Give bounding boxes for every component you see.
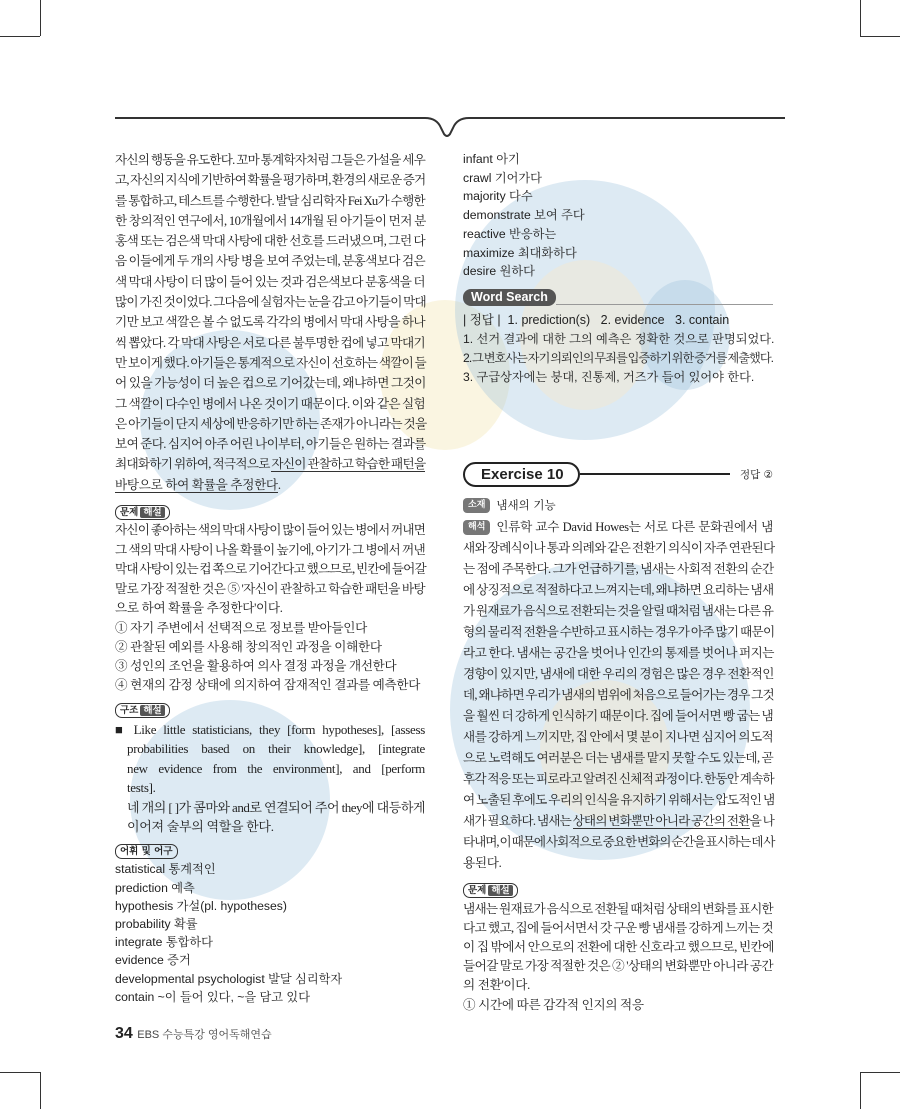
explanation-line: 막대 사탕이 있는 컵 쪽으로 기어간다고 했으므로, 빈칸에 들어갈 [115, 562, 426, 577]
translation-line: 인류학 교수 David Howes는 서로 다른 문화권에서 냄 [496, 519, 773, 534]
structure-line: ■ Like little statisticians, they [form hypotheses], [assess [115, 722, 425, 738]
translation-line: 가 원재료가 음식으로 전환되는 것을 알릴 때처럼 냄새는 다른 유 [463, 603, 774, 618]
translation-line: 에 상징적으로 적절하다고 느껴지는데, 왜냐하면 요리하는 냄새 [463, 582, 774, 597]
answer: 2. evidence [600, 312, 665, 327]
translation-line: 라고 한다. 냄새는 공간을 벗어나 인간의 통제를 벗어나 퍼지는 [463, 645, 774, 660]
translation-line [463, 811, 773, 832]
passage-line: 많이 가진 것이었다. 그다음에 실험자는 눈을 감고 아기들이 막대 [115, 295, 426, 310]
passage-line: 은 아기들이 단지 세상에 반응하기만 하는 존재가 아니라는 것을 [115, 416, 427, 431]
translation-line: 새와 장례식이나 통과 의례와 같은 전환기 의식이 자주 연관된다 [463, 540, 775, 555]
right-column [463, 150, 773, 1015]
explanation-line: 자신이 좋아하는 색의 막대 사탕이 많이 들어 있는 병에서 꺼내면 [115, 523, 426, 538]
explanation-line: 그 색의 막대 사탕이 나올 확률이 높기에, 아기가 그 병에서 꺼낸 [115, 542, 425, 557]
translation-line: 여 노출된 후에도 우리의 인식을 유지하기 위해서는 압도적인 냄 [463, 792, 775, 807]
topic-tag: 소재 [463, 498, 490, 513]
page-footer [115, 1024, 425, 1045]
vocab-item: infant 아기 [463, 152, 520, 166]
passage-line [115, 454, 425, 474]
crop-mark [0, 1072, 40, 1073]
vocab-item: probability 확률 [115, 917, 198, 932]
answer: 1. prediction(s) [507, 312, 591, 327]
exercise-header [463, 462, 773, 487]
underlined-text: 상태의 변화뿐만 아니라 공간의 전환 [572, 813, 750, 828]
vocab-list [115, 860, 425, 1006]
passage-line: 씩 뽑았다. 각 막대 사탕은 서로 다른 불투명한 컵에 넣고 막대기 [115, 335, 425, 350]
translation-line: 후각 적응 또는 피로라고 알려진 신체적 과정이다. 한동안 계속하 [463, 771, 774, 786]
exercise-title: Exercise 10 [463, 462, 580, 487]
vocab-item: reactive 반응하는 [463, 226, 557, 241]
passage-line: 를 통합하고, 테스트를 수행한다. 발달 심리학자 Fei Xu가 수행한 [115, 193, 425, 208]
translation-tag: 해석 [463, 520, 490, 535]
translation-line: 타내며, 이 때문에 사회적으로 중요한 변화의 순간을 표시하는 데 사 [463, 834, 775, 849]
book-title: EBS 수능특강 영어독해연습 [137, 1029, 272, 1042]
passage-line: 기만 보고 색깔은 볼 수 없도록 각각의 병에서 막대 사탕을 하나 [115, 315, 425, 330]
left-column [115, 150, 425, 1045]
crop-mark [860, 1072, 861, 1109]
vocab-item: prediction 예측 [115, 880, 195, 895]
answer-options [115, 619, 425, 695]
crop-mark [40, 0, 41, 36]
answer-label: | 정답 | [463, 312, 501, 327]
underlined-text: 자신이 관찰하고 학습한 패턴을 [271, 457, 426, 472]
passage-line: 음 이들에게 두 개의 사탕 병을 보여 주었는데, 분홍색보다 검은 [115, 254, 426, 269]
badge-label: 해설 [488, 885, 512, 896]
header-rule [0, 100, 900, 140]
translation-line: 을 훨씬 더 강하게 인식하기 때문이다. 집에 들어서면 빵 굽는 냄 [463, 708, 773, 723]
text: 최대화하기 위하여, 적극적으로 [115, 457, 272, 472]
problem-explain-badge [463, 880, 773, 898]
translation-first-row [463, 517, 773, 538]
passage-line: 고, 자신의 지식에 기반하여 확률을 평가하며, 환경의 새로운 증거 [115, 173, 426, 188]
passage-line: 자신의 행동을 유도한다. 꼬마 통계학자처럼 그들은 가설을 세우 [115, 153, 425, 167]
crop-mark [860, 0, 861, 36]
translation-line: 는 점에 주목한다. 그가 언급하기를, 냄새는 사회적 전환의 순간 [463, 561, 774, 576]
translation-line: 새를 강하게 느끼지만, 집 안에서 몇 분이 지나면 심지어 의도적 [463, 729, 774, 744]
vocab-item: majority 다수 [463, 189, 533, 204]
text: 새가 필요하다. 냄새는 [463, 813, 573, 828]
badge-label: 어휘 및 어구 [115, 844, 178, 859]
word-search-header [463, 289, 773, 306]
answer: 3. contain [675, 312, 730, 327]
explanation-line: 말로 가장 적절한 것은 ⑤ '자신이 관찰하고 학습한 패턴을 바탕 [115, 581, 425, 596]
vocab-item: developmental psychologist 발달 심리학자 [115, 971, 343, 986]
passage-line: 홍색 또는 검은색 막대 사탕에 대한 선호를 드러냈으며, 그런 다 [115, 234, 426, 249]
explanation-line: 이 집 밖에서 안으로의 전환에 대한 신호라고 했으므로, 빈칸에 [463, 939, 774, 954]
passage-line: 어 있을 가능성이 더 높은 컵으로 기어갔는데, 왜냐하면 그것이 [115, 376, 426, 391]
answer-option: ② 관찰된 예외를 사용해 창의적인 과정을 이해한다 [115, 640, 382, 655]
problem-explanation [115, 521, 425, 619]
word-search-answers [463, 311, 773, 329]
vocab-item: desire 원하다 [463, 264, 535, 279]
passage-line [115, 475, 425, 495]
topic [463, 497, 773, 513]
badge-label: 문제 [468, 884, 487, 896]
translation-end [463, 832, 773, 874]
structure-line: tests]. [127, 780, 156, 796]
vocab-badge [115, 841, 425, 859]
underlined-text: 바탕으로 하여 확률을 추정한다 [115, 477, 278, 492]
badge-label: 구조 [120, 705, 139, 717]
structure-explanation [115, 720, 425, 836]
bullet-icon: ■ [115, 722, 134, 738]
badge-label: 해설 [140, 705, 164, 716]
explanation-line: ① 시간에 따른 감각적 인지의 적응 [463, 997, 644, 1012]
explanation-line: 다고 했고, 집에 들어서면서 갓 구운 빵 냄새를 강하게 느끼는 것 [463, 920, 773, 935]
example-sentence: 2. 그 변호사는 자기 의뢰인의 무죄를 입증하기 위한 증거를 제출했다. [463, 351, 774, 366]
vocab-item: integrate 통합하다 [115, 935, 213, 950]
passage-line: 그 색깔이 다수인 병에서 나온 것이기 때문이다. 이와 같은 실험 [115, 396, 426, 411]
page-number: 34 [115, 1025, 133, 1043]
vocab-item: demonstrate 보여 주다 [463, 208, 585, 223]
passage-line: 색 막대 사탕이 더 많이 들어 있는 것과 검은색보다 분홍색을 더 [115, 274, 425, 289]
translation-line: 데, 왜냐하면 우리가 냄새의 범위에 처음으로 들어가는 경우 그것 [463, 687, 774, 702]
word-search-sentences [463, 330, 773, 388]
explanation-line: 의 전환'이다. [463, 978, 530, 993]
text: 을 나 [749, 813, 774, 828]
example-sentence: 3. 구급상자에는 붕대, 진통제, 거즈가 들어 있어야 한다. [463, 370, 755, 385]
answer-option: ④ 현재의 감정 상태에 의지하여 잠재적인 결과를 예측한다 [115, 678, 421, 693]
structure-line: 네 개의 [ ]가 콤마와 and로 연결되어 주어 they에 대등하게 [127, 799, 425, 815]
crop-mark [0, 36, 40, 37]
crop-mark [860, 36, 900, 37]
translation-line: 경향이 있지만, 냄새에 대한 우리의 경험은 많은 경우 전환적인 [463, 666, 774, 681]
passage-line: 한 창의적인 연구에서, 10개월에서 14개월 된 아기들이 먼저 분 [115, 213, 426, 228]
explanation-line: 냄새는 원재료가 음식으로 전환될 때처럼 상태의 변화를 표시한 [463, 901, 773, 916]
text: . [277, 477, 281, 492]
structure-line: 이어져 술부의 역할을 한다. [127, 819, 274, 835]
structure-explain-badge [115, 700, 425, 718]
passage-line: 만 보이게 했다. 아기들은 통계적으로 자신이 선호하는 색깔이 들 [115, 355, 426, 370]
vocab-item: evidence 증거 [115, 953, 191, 968]
structure-line: new evidence from the environment], and [perform [127, 760, 425, 776]
crop-mark [40, 1072, 41, 1109]
vocab-item: statistical 통계적인 [115, 862, 216, 877]
badge-label: 해설 [140, 507, 164, 518]
vocab-item: hypothesis 가설(pl. hypotheses) [115, 898, 287, 913]
vocab-item: crawl 기어가다 [463, 170, 542, 185]
vocab-item: maximize 최대화하다 [463, 245, 577, 260]
translation-line: 형의 물리적 전환을 수반하고 표시하는 경우가 아주 많기 때문이 [463, 624, 775, 639]
crop-mark [860, 1072, 900, 1073]
example-sentence: 1. 선거 결과에 대한 그의 예측은 정확한 것으로 판명되었다. [463, 331, 775, 346]
problem-explanation [463, 900, 773, 1015]
answer-key: 정답 ② [739, 468, 773, 481]
translation [463, 517, 773, 811]
vocab-list [463, 150, 773, 281]
answer-option: ③ 성인의 조언을 활용하여 의사 결정 과정을 개선한다 [115, 659, 397, 674]
passage-translation [115, 150, 425, 454]
translation-line: 으로 노력해도 여러분은 더는 냄새를 맡지 못할 수도 있는데, 곧 [463, 750, 774, 765]
structure-line: probabilities based on their knowledge], [integrate [127, 741, 425, 757]
badge-label: 문제 [120, 507, 139, 519]
explanation-line: 들어갈 말로 가장 적절한 것은 ② '상태의 변화뿐만 아니라 공간 [463, 959, 773, 974]
problem-explain-badge [115, 502, 425, 520]
explanation-line: 으로 하여 확률을 추정한다'이다. [115, 601, 283, 616]
word-search-label: Word Search [463, 289, 556, 306]
translation-line: 용된다. [463, 855, 502, 870]
topic-text: 냄새의 기능 [496, 497, 556, 512]
answer-option: ① 자기 주변에서 선택적으로 정보를 받아들인다 [115, 621, 367, 636]
passage-line: 보여 준다. 심지어 아주 어린 나이부터, 아기들은 원하는 결과를 [115, 437, 426, 452]
vocab-item: contain ~이 들어 있다, ~을 담고 있다 [115, 989, 310, 1004]
